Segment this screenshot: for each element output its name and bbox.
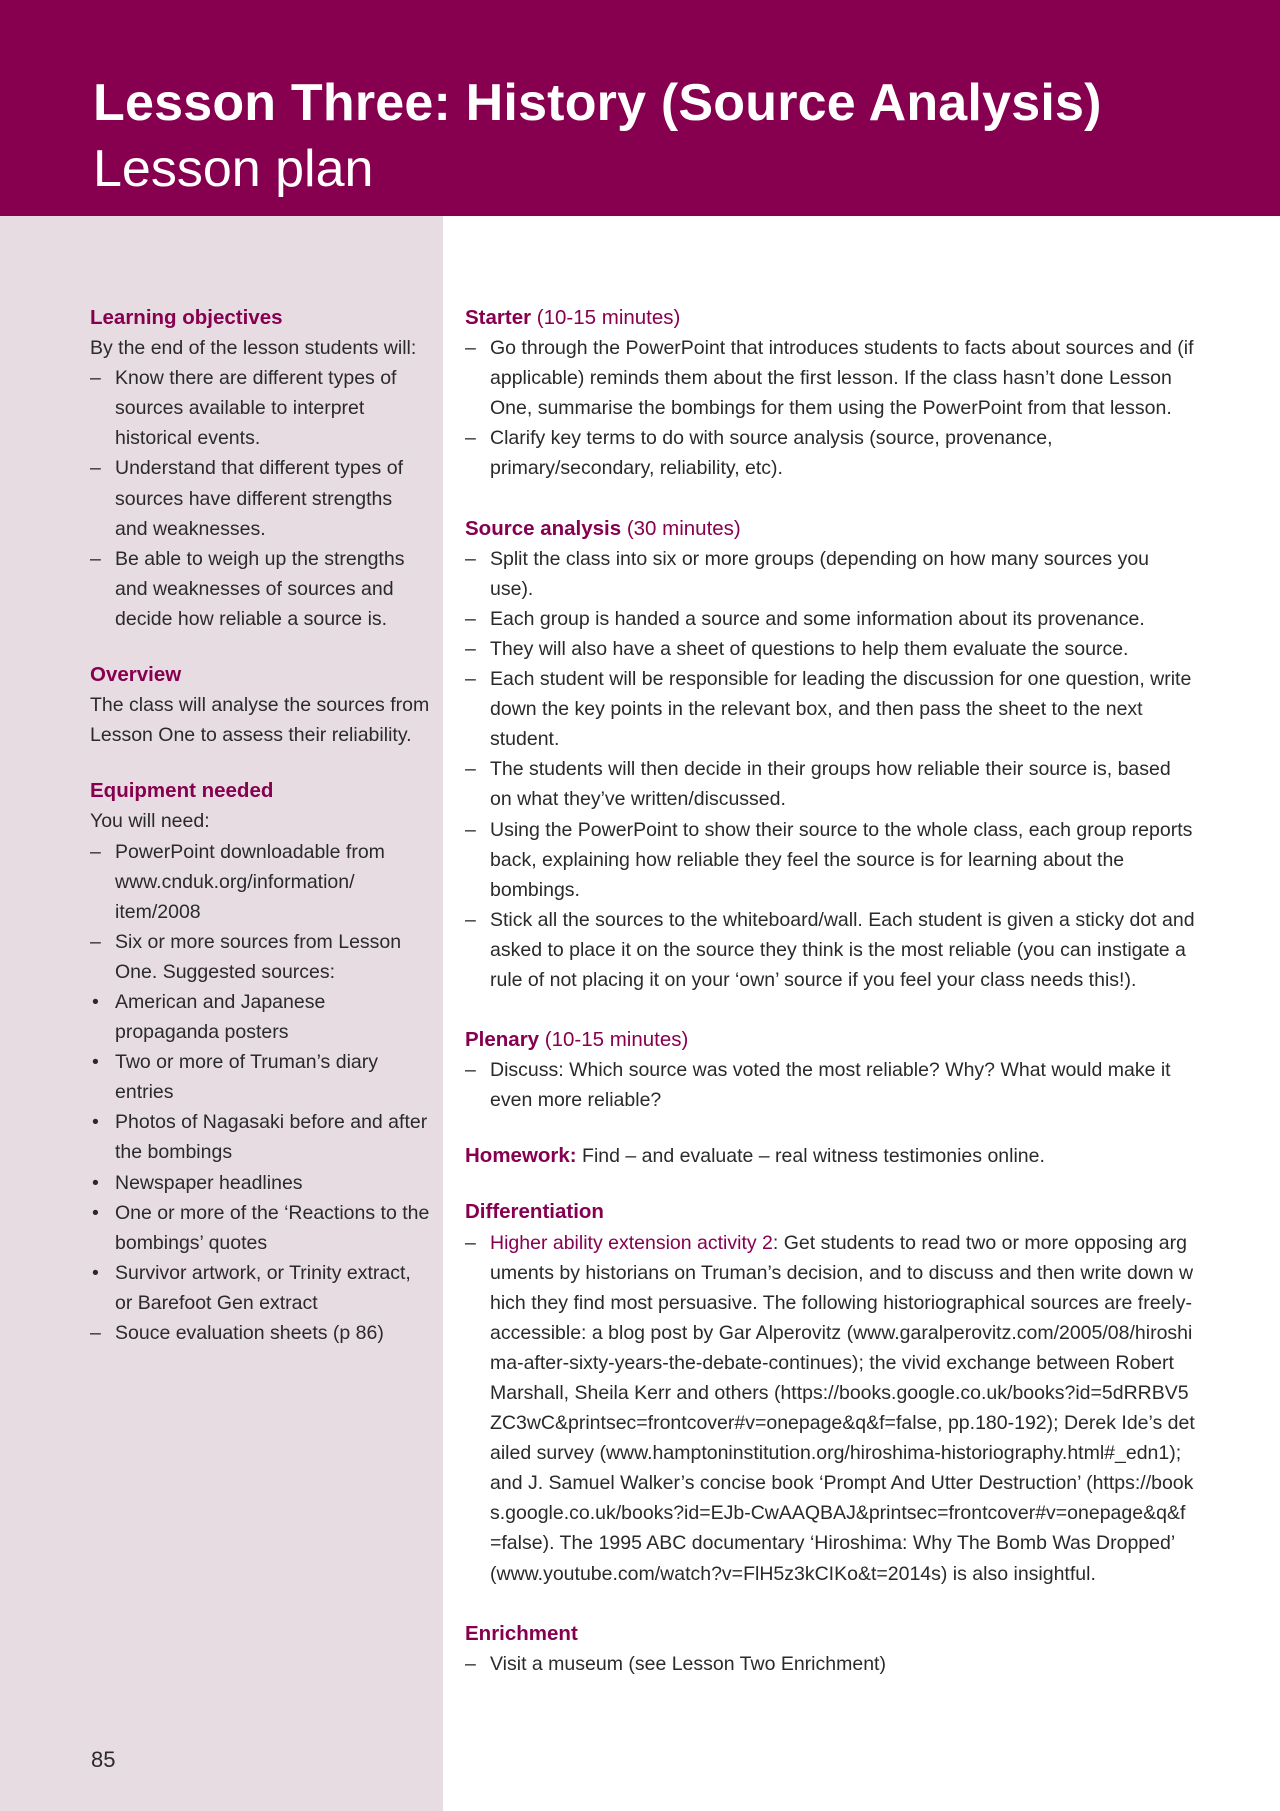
equipment-intro: You will need: — [90, 810, 210, 833]
suggested-source-item: • Newspaper headlines — [90, 1168, 430, 1198]
list-item: – Souce evaluation sheets (p 86) — [90, 1318, 430, 1348]
learning-objectives-intro: By the end of the lesson students will: — [90, 337, 417, 360]
plenary-heading-label: Plenary — [465, 1028, 540, 1052]
suggested-source-item: • American and Japanese propaganda posters — [90, 987, 430, 1047]
list-item: – Split the class into six or more groups (depending on how many sources you use). — [465, 544, 1195, 604]
starter-section — [465, 303, 1195, 484]
list-item: – PowerPoint downloadable from www.cnduk.org/information/ item/2008 — [90, 837, 430, 927]
list-item: – Six or more sources from Lesson One. Suggested sources: — [90, 927, 430, 987]
overview-text: The class will analyse the sources from Lesson One to assess their reliability. — [90, 694, 430, 747]
homework-section — [465, 1141, 1195, 1171]
suggested-source-item: • One or more of the ‘Reactions to the bombings’ quotes — [90, 1198, 430, 1258]
overview-heading: Overview — [90, 663, 182, 687]
plenary-section — [465, 1025, 1195, 1115]
plenary-duration: (10-15 minutes) — [544, 1028, 689, 1052]
homework-description: Find – and evaluate – real witness testimonies online. — [576, 1145, 1045, 1168]
page-title: Lesson Three: History (Source Analysis) — [93, 74, 1102, 132]
list-item: – Know there are different types of sources available to interpret historical events. — [90, 363, 430, 453]
list-item: – Clarify key terms to do with source analysis (source, provenance, primary/secondary, reliability, etc). — [465, 423, 1195, 483]
extension-activity-link[interactable]: Higher ability extension activity 2 — [490, 1231, 773, 1254]
differentiation-section — [465, 1197, 1195, 1588]
list-item: – Understand that different types of sources have different strengths and weaknesses. — [90, 453, 430, 543]
learning-objectives-list — [90, 363, 430, 634]
list-item: – Each student will be responsible for leading the discussion for one question, write down the key points in the relevant box, and then pass the sheet to the next student. — [465, 664, 1195, 754]
equipment-list — [90, 837, 430, 1349]
source-analysis-list — [465, 544, 1195, 995]
list-item: – Each group is handed a source and some information about its provenance. — [465, 604, 1195, 634]
list-item: – The students will then decide in their groups how reliable their source is, based on what they’ve written/discussed. — [465, 754, 1195, 814]
learning-objectives-heading: Learning objectives — [90, 306, 283, 329]
equipment-heading: Equipment needed — [90, 779, 274, 803]
plenary-list — [465, 1055, 1195, 1115]
differentiation-text: : Get students to read two or more opposing arguments by historians on Truman’s decision, and to discuss and then write down which they find most persuasive. The following historiographical sources are freely-accessible: a blog post by Gar Alperovitz (www.garalperovitz.com/2005/08/hiroshima-after-sixty-years-the-debate-continues); the vivid exchange between Robert Marshall, Sheila Kerr and others (https://books.google.co.uk/books?id=5dRRBV5ZC3wC&printsec=frontcover#v=onepage&q&f=false, pp.180-192); Derek Ide’s detailed survey (www.hamptoninstitution.org/hiroshima-historiography.html#_edn1); and J. Samuel Walker’s concise book ‘Prompt And Utter Destruction’ (https://books.google.co.uk/books?id=EJb-CwAAQBAJ&printsec=frontcover#v=onepage&q&f=false). The 1995 ABC documentary ‘Hiroshima: Why The Bomb Was Dropped’ (www.youtube.com/watch?v=FlH5z3kCIKo&t=2014s) is also insightful. — [490, 1231, 1195, 1585]
list-item: – Be able to weigh up the strengths and weaknesses of sources and decide how reliable a source is. — [90, 544, 430, 634]
starter-duration: (10-15 minutes) — [536, 306, 681, 329]
list-item: – Visit a museum (see Lesson Two Enrichment) — [465, 1649, 1195, 1679]
starter-heading — [465, 303, 1195, 333]
list-item: – Stick all the sources to the whiteboard/wall. Each student is given a sticky dot and asked to place it on the source they think is the most reliable (you can instigate a rule of not placing it on your ‘own’ source if you feel your class needs this!). — [465, 905, 1195, 995]
list-item — [465, 1228, 1195, 1589]
list-item: – Discuss: Which source was voted the most reliable? Why? What would make it even more reliable? — [465, 1055, 1195, 1115]
enrichment-heading: Enrichment — [465, 1621, 578, 1645]
suggested-source-item: • Two or more of Truman’s diary entries — [90, 1047, 430, 1107]
starter-heading-label: Starter — [465, 306, 532, 329]
source-analysis-heading-label: Source analysis — [465, 516, 622, 540]
suggested-source-item: • Photos of Nagasaki before and after the bombings — [90, 1107, 430, 1167]
overview-section — [90, 660, 430, 750]
suggested-source-item: • Survivor artwork, or Trinity extract, or Barefoot Gen extract — [90, 1258, 430, 1318]
enrichment-list — [465, 1649, 1195, 1679]
list-item: – Using the PowerPoint to show their source to the whole class, each group reports back, explaining how reliable they feel the source is for learning about the bombings. — [465, 815, 1195, 905]
source-analysis-duration: (30 minutes) — [626, 516, 741, 540]
source-analysis-heading — [465, 514, 1195, 544]
list-item: – Go through the PowerPoint that introduces students to facts about sources and (if applicable) reminds them about the first lesson. If the class hasn’t done Lesson One, summarise the bombings for them using the PowerPoint from that lesson. — [465, 333, 1195, 423]
homework-text — [465, 1141, 1195, 1171]
source-analysis-section — [465, 514, 1195, 996]
enrichment-section — [465, 1619, 1195, 1679]
plenary-heading — [465, 1025, 1195, 1055]
homework-label: Homework: — [465, 1144, 577, 1168]
page-subtitle: Lesson plan — [93, 140, 374, 198]
page-number: 85 — [91, 1747, 116, 1772]
list-item: – They will also have a sheet of questions to help them evaluate the source. — [465, 634, 1195, 664]
left-column — [90, 303, 430, 1378]
differentiation-list — [465, 1228, 1195, 1589]
differentiation-heading: Differentiation — [465, 1200, 604, 1224]
learning-objectives-section — [90, 303, 430, 634]
equipment-section — [90, 776, 430, 1348]
starter-list — [465, 333, 1195, 483]
right-column — [465, 303, 1195, 1709]
header-banner — [0, 0, 1280, 216]
